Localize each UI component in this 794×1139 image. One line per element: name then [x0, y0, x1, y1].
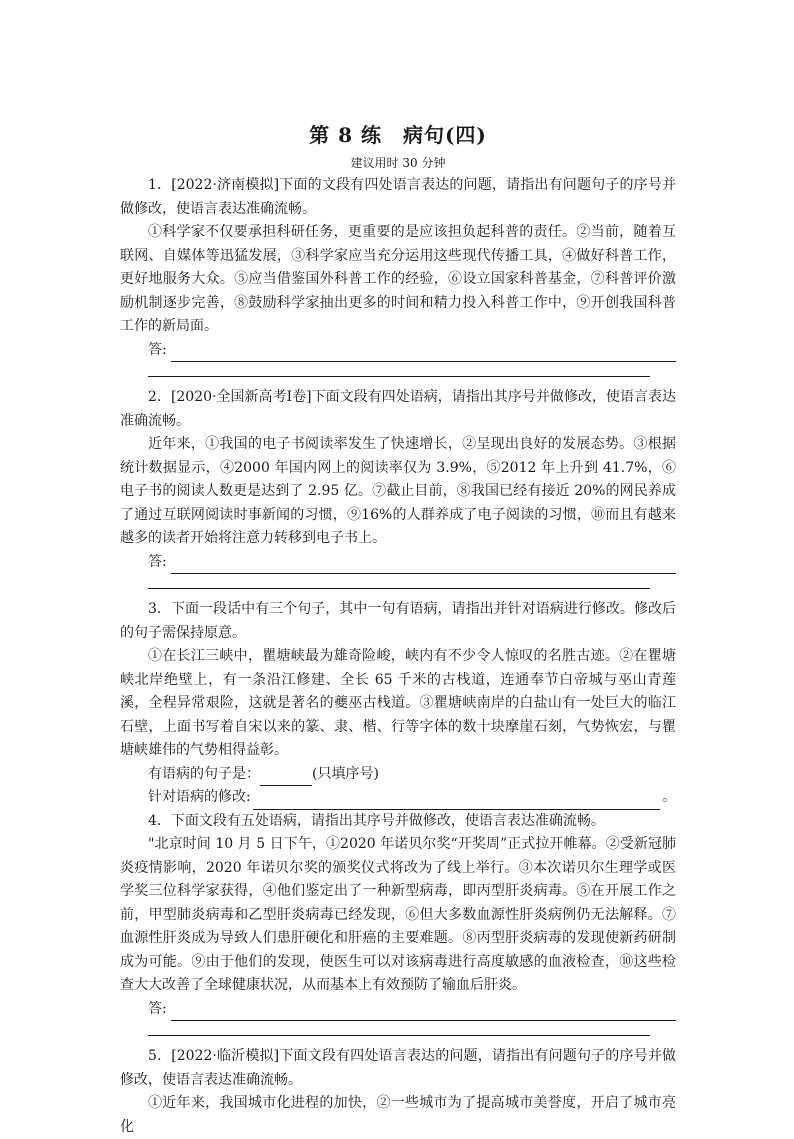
question-2-answer-line[interactable] — [120, 551, 676, 575]
question-4-answer-line[interactable] — [120, 998, 676, 1022]
answer-blank[interactable] — [171, 555, 676, 574]
question-1-answer-line-2[interactable] — [148, 362, 650, 377]
sick-sentence-hint: (只填序号) — [312, 765, 379, 782]
question-5-passage: ①近年来，我国城市化进程的加快，②一些城市为了提高城市美誉度，开启了城市亮化 — [120, 1095, 676, 1135]
answer-label: 答: — [148, 341, 167, 358]
fix-blank[interactable] — [253, 791, 660, 810]
question-2-prompt: 2．[2020·全国新高考Ⅰ卷]下面文段有四处语病，请指出其序号并做修改，使语言表达准确流畅。 — [120, 389, 676, 429]
question-1-prompt: 1．[2022·济南模拟]下面的文段有四处语言表达的问题，请指出有问题句子的序号并做修改，使语言表达准确流畅。 — [120, 177, 676, 217]
question-3-sick-sentence-row — [120, 763, 676, 787]
page-title: 第 8 练 病句(四) — [309, 123, 487, 147]
question-3-fix-row — [120, 786, 676, 810]
sick-sentence-label: 有语病的句子是： — [148, 765, 260, 782]
question-5-prompt: 5．[2022·临沂模拟]下面文段有四处语言表达的问题，请指出有问题句子的序号并做修改，使语言表达准确流畅。 — [120, 1048, 676, 1088]
question-3-prompt: 3．下面一段话中有三个句子，其中一句有语病，请指出并针对语病进行修改。修改后的句子需保持原意。 — [120, 601, 676, 641]
question-4-passage: "北京时间 10 月 5 日下午，①2020 年诺贝尔奖“开奖周”正式拉开帷幕。②受新冠肺炎疫情影响，2020 年诺贝尔奖的颁奖仪式将改为了线上举行。③本次诺贝尔生理学或医学奖三位科学家获得，④他们鉴定出了一种新型病毒，即丙型肝炎病毒。⑤在开展工作之前，甲型肺炎病毒和乙型肝炎病毒已经发现，⑥但大多数血源性肝炎病例仍无法解释。⑦血源性肝炎成为导致人们患肝硬化和肝癌的主要难题。⑧丙型肝炎病毒的发现使新药研制成为可能。⑨由于他们的发现，使医生可以对该病毒进行高度敏感的血液检查，⑩这些检查大大改善了全球健康状况，从而基本上有效预防了输血后肝炎。 — [120, 836, 676, 993]
answer-blank[interactable] — [171, 1002, 676, 1021]
question-1-answer-line[interactable] — [120, 339, 676, 363]
question-2-passage: 近年来，①我国的电子书阅读率发生了快速增长，②呈现出良好的发展态势。③根据统计数据显示，④2000 年国内网上的阅读率仅为 3.9%，⑤2012 年上升到 41.7%，⑥电子书的阅读人数更是达到了 2.95 亿。⑦截止目前，⑧我国已经有接近 20%的网民养成了通过互联网阅读时事新闻的习惯，⑨16%的人群养成了电子阅读的习惯，⑩而且有越来越多的读者开始将注意力转移到电子书上。 — [120, 436, 676, 546]
answer-label: 答: — [148, 553, 167, 570]
question-3-passage: ①在长江三峡中，瞿塘峡最为雄奇险峻，峡内有不少令人惊叹的名胜古迹。②在瞿塘峡北岸绝壁上，有一条沿江修建、全长 65 千米的古栈道，连通奉节白帝城与巫山青莲溪，全程异常艰险，这就是著名的夔巫古栈道。③瞿塘峡南岸的白盐山有一处巨大的临江石壁，上面书写着自宋以来的篆、隶、楷、行等字体的数十块摩崖石刻，气势恢宏，与瞿塘峡雄伟的气势相得益彰。 — [120, 648, 676, 758]
answer-label: 答: — [148, 1000, 167, 1017]
suggested-time: 建议用时 30 分钟 — [350, 156, 446, 170]
sick-sentence-blank[interactable] — [260, 771, 312, 786]
worksheet-page — [120, 120, 676, 1139]
fix-label: 针对语病的修改: — [148, 789, 251, 805]
answer-blank[interactable] — [171, 343, 676, 362]
question-4-prompt: 4．下面文段有五处语病，请指出其序号并做修改，使语言表达准确流畅。 — [148, 812, 605, 829]
fix-end-mark: 。 — [662, 789, 676, 805]
question-4-answer-line-2[interactable] — [148, 1021, 650, 1036]
question-1-passage: ①科学家不仅要承担科研任务，更重要的是应该担负起科普的责任。②当前，随着互联网、自媒体等迅猛发展，③科学家应当充分运用这些现代传播工具，④做好科普工作，更好地服务大众。⑤应当借鉴国外科普工作的经验，⑥设立国家科普基金，⑦科普评价激励机制逐步完善，⑧鼓励科学家抽出更多的时间和精力投入科普工作中，⑨开创我国科普工作的新局面。 — [120, 224, 676, 334]
question-2-answer-line-2[interactable] — [148, 574, 650, 589]
